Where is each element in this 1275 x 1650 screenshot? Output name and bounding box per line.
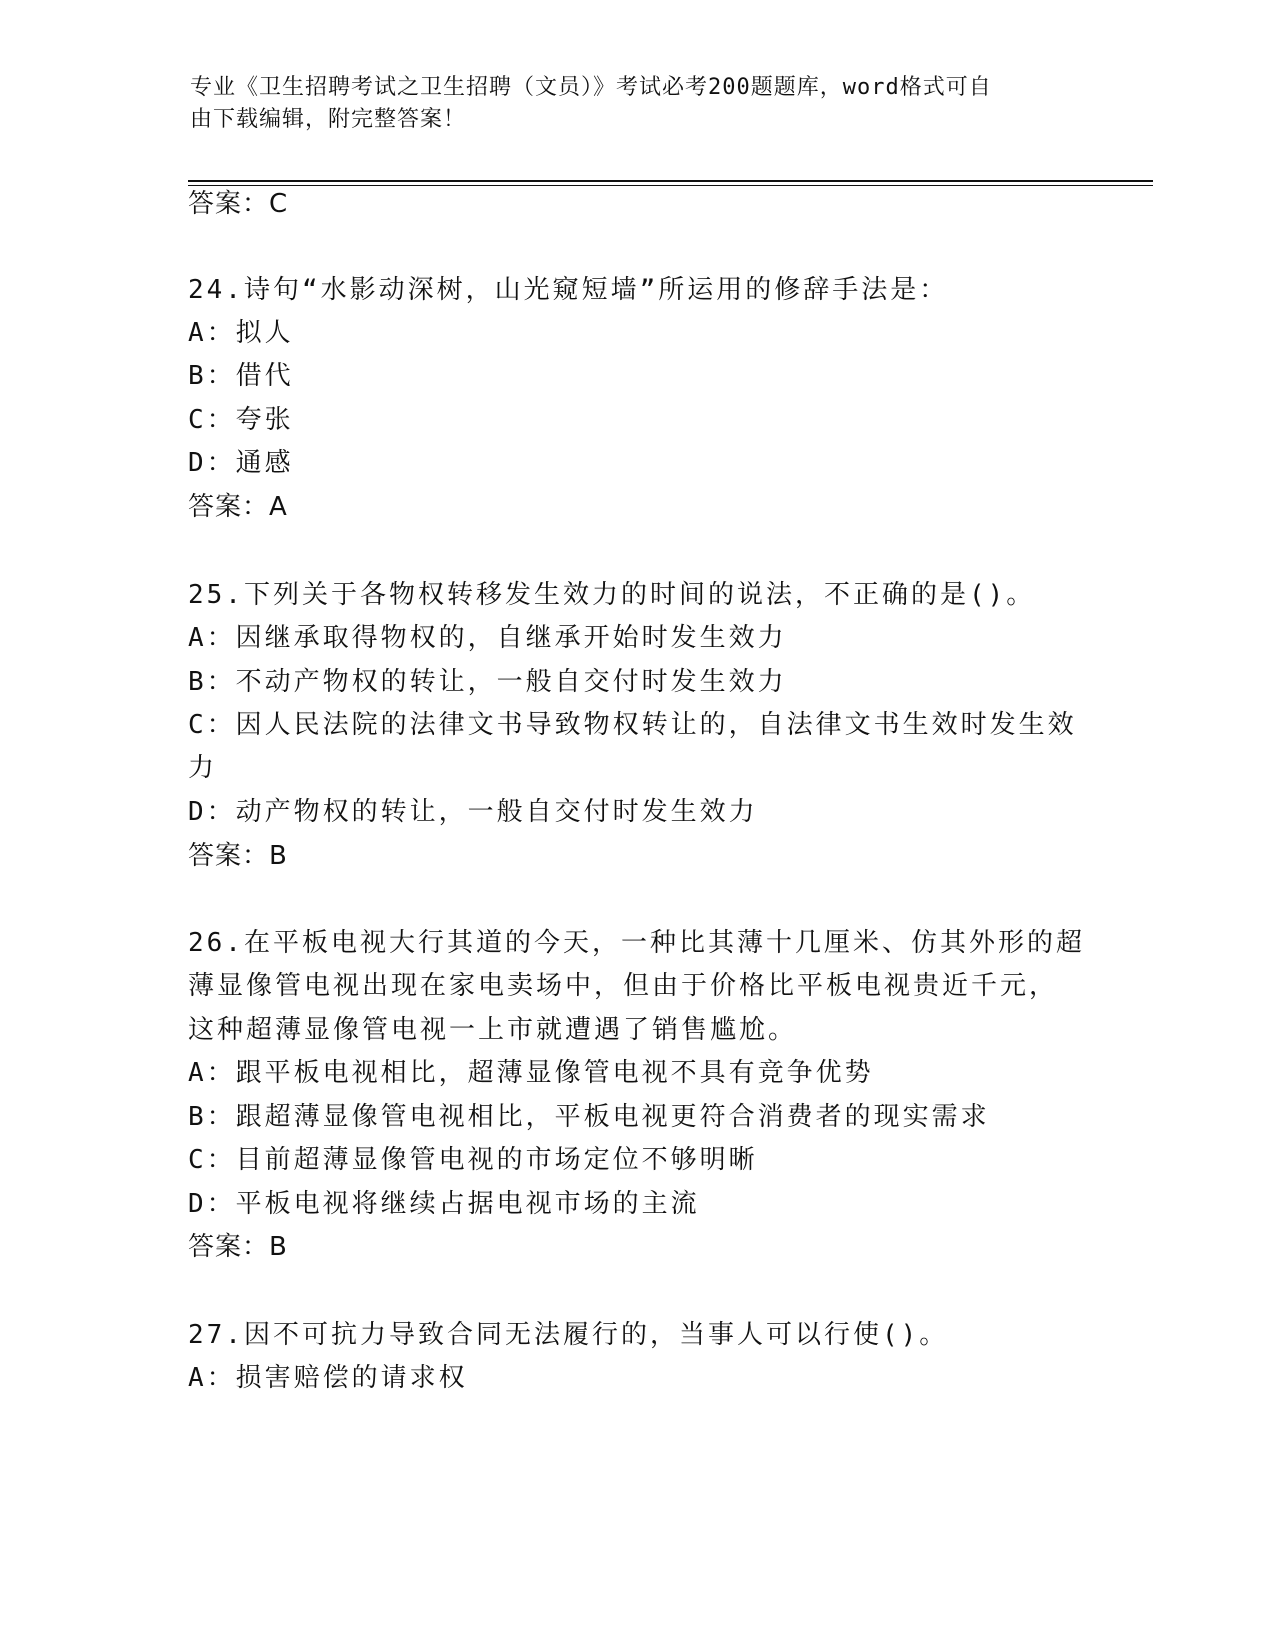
header-divider-thin xyxy=(188,185,1153,186)
question-26-stem-line-3: 这种超薄显像管电视一上市就遭遇了销售尴尬。 xyxy=(188,1015,798,1045)
question-26-answer: 答案：B xyxy=(188,1232,288,1262)
question-26-stem-line-1: 26.在平板电视大行其道的今天，一种比其薄十几厘米、仿其外形的超 xyxy=(188,928,1085,958)
question-24-option-d: D：通感 xyxy=(188,448,294,478)
question-26-stem-line-2: 薄显像管电视出现在家电卖场中，但由于价格比平板电视贵近千元， xyxy=(188,971,1059,1001)
header-line-1: 专业《卫生招聘考试之卫生招聘（文员）》考试必考200题题库，word格式可自 xyxy=(190,75,992,100)
document-header xyxy=(190,72,1090,136)
question-27-option-a: A：损害赔偿的请求权 xyxy=(188,1363,468,1393)
question-24-option-c: C：夸张 xyxy=(188,405,294,435)
previous-answer: 答案：C xyxy=(188,189,289,219)
question-25-option-c: C：因人民法院的法律文书导致物权转让的，自法律文书生效时发生效 xyxy=(188,710,1077,740)
header-divider-thick xyxy=(188,180,1153,182)
header-line-2: 由下载编辑，附完整答案！ xyxy=(190,107,467,132)
question-25-option-d: D：动产物权的转让，一般自交付时发生效力 xyxy=(188,797,758,827)
question-25-answer: 答案：B xyxy=(188,841,288,871)
question-26-option-d: D：平板电视将继续占据电视市场的主流 xyxy=(188,1189,700,1219)
question-25-option-c-continued: 力 xyxy=(188,753,218,783)
question-26-option-b: B：跟超薄显像管电视相比，平板电视更符合消费者的现实需求 xyxy=(188,1102,990,1132)
question-24-option-a: A：拟人 xyxy=(188,318,294,348)
question-24-stem: 24.诗句“水影动深树，山光窥短墙”所运用的修辞手法是： xyxy=(188,275,949,305)
question-25-option-a: A：因继承取得物权的，自继承开始时发生效力 xyxy=(188,623,787,653)
question-27-stem: 27.因不可抗力导致合同无法履行的，当事人可以行使()。 xyxy=(188,1320,949,1350)
question-26-option-a: A：跟平板电视相比，超薄显像管电视不具有竞争优势 xyxy=(188,1058,874,1088)
question-25-stem: 25.下列关于各物权转移发生效力的时间的说法，不正确的是()。 xyxy=(188,580,1036,610)
question-24-answer: 答案：A xyxy=(188,492,288,522)
question-24-option-b: B：借代 xyxy=(188,361,294,391)
question-26-option-c: C：目前超薄显像管电视的市场定位不够明晰 xyxy=(188,1145,758,1175)
question-25-option-b: B：不动产物权的转让，一般自交付时发生效力 xyxy=(188,667,787,697)
